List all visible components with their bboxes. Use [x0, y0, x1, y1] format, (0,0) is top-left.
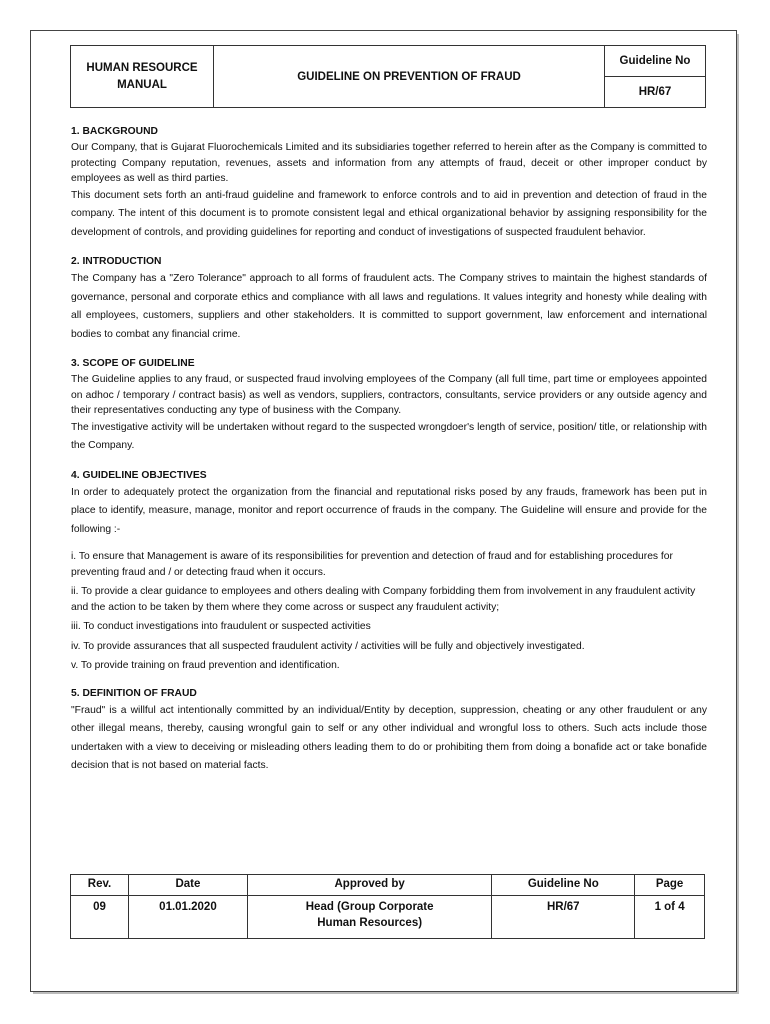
manual-title-line1: HUMAN RESOURCE — [86, 61, 198, 74]
section-scope — [71, 356, 707, 456]
document-header-table — [70, 45, 706, 108]
footer-page: 1 of 4 — [635, 896, 705, 939]
approved-line1: Head (Group Corporate — [305, 901, 434, 913]
footer-rev: 09 — [71, 896, 129, 939]
section-title: 5. DEFINITION OF FRAUD — [71, 687, 197, 699]
approved-line2: Human Resources) — [317, 917, 423, 929]
paragraph: The Guideline applies to any fraud, or suspected fraud involving employees of the Company (all full time, part time or employees appointed on adhoc / temporary / contract basis) as well as vendors, suppliers, contractors, consultants, service providers or any outside agency and their representatives conducting any type of business with the Company. — [71, 374, 707, 416]
paragraph: In order to adequately protect the organization from the financial and reputational risks posed by any frauds, framework has been put in place to identify, measure, manage, monitor and report occurrence of frauds in the company. The Guideline will ensure and provide for the following :- — [71, 486, 707, 535]
paragraph: Our Company, that is Gujarat Fluorochemicals Limited and its subsidiaries together referred to herein after as the Company is committed to protecting Company reputation, revenues, assets and information from any attempts of fraud, deceit or other improper conduct by employees as well as third parties. — [71, 142, 707, 184]
document-title: GUIDELINE ON PREVENTION OF FRAUD — [214, 46, 605, 108]
section-objectives — [71, 468, 707, 674]
list-item: iv. To provide assurances that all suspected fraudulent activity / activities will be fully and objectively investigated. — [71, 640, 585, 652]
page-shadow-right — [737, 34, 739, 994]
footer-header-date: Date — [128, 875, 247, 896]
objectives-list — [71, 549, 707, 674]
section-title: 4. GUIDELINE OBJECTIVES — [71, 469, 207, 481]
list-item: i. To ensure that Management is aware of its responsibilities for prevention and detection of fraud and for establishing procedures for preventing fraud and / or detecting fraud when it occurs. — [71, 551, 673, 578]
footer-header-rev: Rev. — [71, 875, 129, 896]
paragraph: This document sets forth an anti-fraud guideline and framework to enforce controls and to aid in prevention and detection of fraud in the company. The intent of this document is to promote consistent legal and ethical organizational behavior by assigning responsibility for the development of controls, and providing guidelines for reporting and conduct of investigations of suspected fraudulent behavior. — [71, 189, 707, 238]
list-item: iii. To conduct investigations into fraudulent or suspected activities — [71, 621, 371, 632]
footer-approved-by — [247, 896, 491, 939]
paragraph: The Company has a "Zero Tolerance" approach to all forms of fraudulent acts. The Company strives to maintain the highest standards of governance, personal and corporate ethics and compliance with all laws and regulations. It values integrity and honesty while dealing with all employees, customers, suppliers and other stakeholders. It is committed to support government, law enforcement and international bodies to combat any financial crime. — [71, 273, 707, 340]
page-shadow-bottom — [33, 992, 739, 994]
section-title: 3. SCOPE OF GUIDELINE — [71, 358, 195, 369]
paragraph: "Fraud" is a willful act intentionally committed by an individual/Entity by deception, suppression, cheating or any other fraudulent or any other illegal means, thereby, causing wrongful gain to self or any other individual and wrongful loss to others. Such acts include those undertaken with a view to deceiving or misleading others leading them to do or prohibiting them from doing a bonafide act or take bonafide decision that is not based on material facts. — [71, 704, 707, 771]
guideline-label: Guideline No — [605, 46, 706, 77]
list-item: v. To provide training on fraud prevention and identification. — [71, 660, 340, 671]
section-title: 2. INTRODUCTION — [71, 256, 162, 267]
footer-header-approved: Approved by — [247, 875, 491, 896]
list-item: ii. To provide a clear guidance to employees and others dealing with Company forbidding them from involvement in any fraudulent activity and the action to be taken by them where they come across or suspect any fraudulent activity; — [71, 586, 696, 613]
guideline-value: HR/67 — [605, 77, 706, 108]
section-title: 1. BACKGROUND — [71, 126, 158, 137]
revision-footer-table — [70, 874, 705, 939]
paragraph: The investigative activity will be undertaken without regard to the suspected wrongdoer's length of service, position/ title, or relationship with the Company. — [71, 421, 707, 451]
section-background — [71, 124, 707, 242]
section-definition — [71, 686, 707, 776]
footer-header-page: Page — [635, 875, 705, 896]
document-body — [71, 124, 707, 788]
section-introduction — [71, 254, 707, 344]
manual-title-cell — [71, 46, 214, 108]
footer-header-guideline: Guideline No — [492, 875, 635, 896]
manual-title-line2: MANUAL — [117, 78, 167, 91]
footer-guideline-no: HR/67 — [492, 896, 635, 939]
footer-date: 01.01.2020 — [128, 896, 247, 939]
